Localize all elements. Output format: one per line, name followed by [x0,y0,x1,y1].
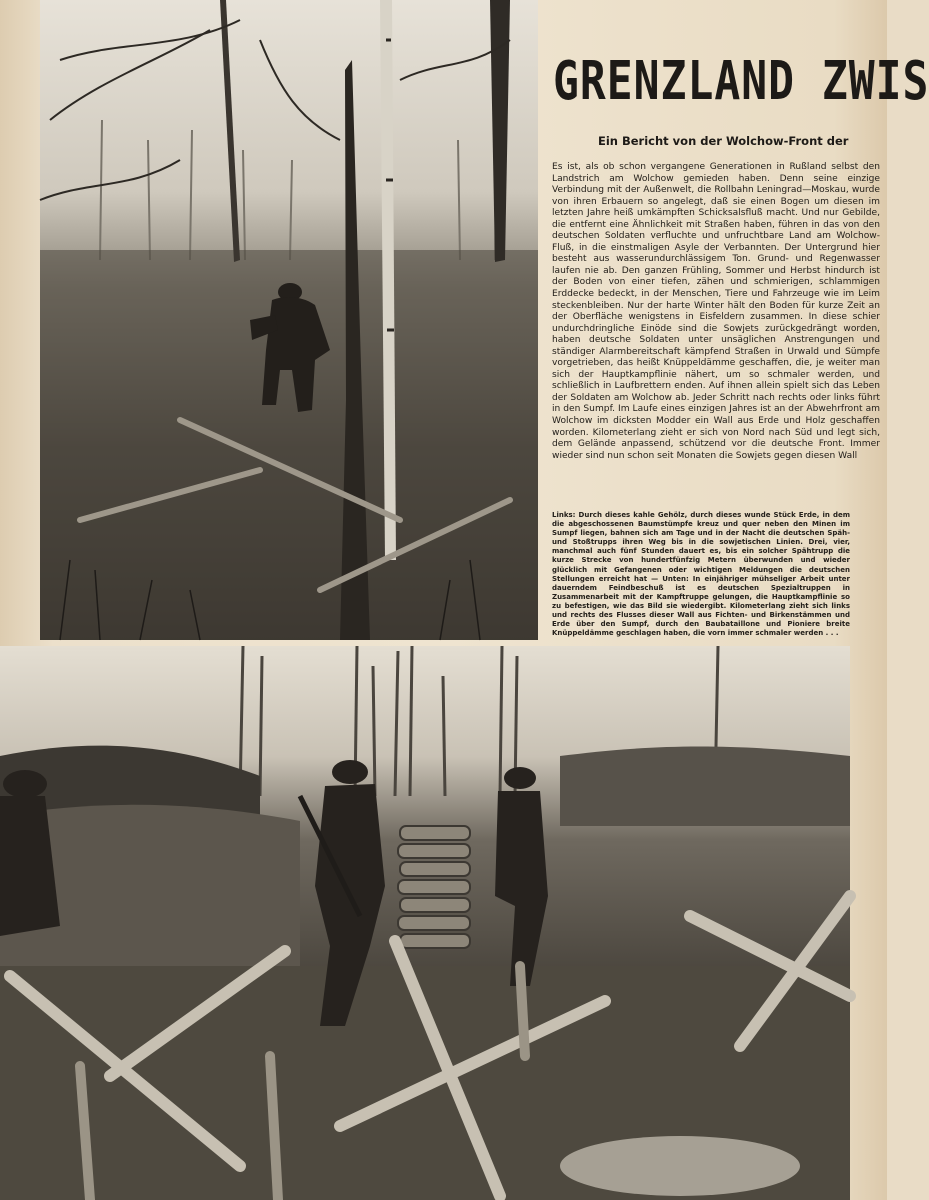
forest-photo-graphic [40,0,538,640]
photo-forest-scout [40,0,538,640]
caption-lead: Links: [552,511,576,519]
photo-trench-wall [0,646,850,1200]
caption-text: Durch dieses kahle Gehölz, durch dieses wunde Stück Erde, in dem die abgeschossenen Baumstümpfe kreuz und quer neben den Minen im Sumpf liegen, bahnen sich am Tage und in der Nacht die deutschen Späh- und Stoßtrupps ihren Weg bis in die sowjetischen Linien. Drei, vier, manchmal auch fünf Stunden dauert es, bis ein solcher Spähtrupp die kurze Strecke von hundertfünfzig Metern überwunden und wieder glücklich mit Gefangenen oder wichtigen Meldungen die deutschen Stellungen erreicht hat — Unten: In einjähriger mühseliger Arbeit unter dauerndem Feindbeschuß ist es deutschen Spezialtruppen in Zusammenarbeit mit der Kampftruppe gelungen, die Hauptkampflinie so zu befestigen, wie das Bild sie wiedergibt. Kilometerlang zieht sich links und rechts des Flusses dieser Wall aus Fichten- und Birkenstämmen und Erde über den Sumpf, durch den Baubataillone und Pioniere breite Knüppeldämme geschlagen haben, die vorn immer schmaler werden . . . [552,511,851,638]
trench-photo-graphic [0,646,850,1200]
headline: GRENZLAND ZWIS [553,50,929,113]
photo-caption [552,511,850,667]
subheadline: Ein Bericht von der Wolchow-Front der [598,134,849,148]
article-body: Es ist, als ob schon vergangene Generationen in Rußland selbst den Landstrich am Wolchow gemieden haben. Denn seine einzige Verbindung mit der Außenwelt, die Rollbahn Leningrad—Moskau, wurde von ihren Erbauern so angelegt, daß sie einen Bogen um diesen im letzten Jahre heiß umkämpften Schicksalsfluß macht. Und nur Gebilde, die entfernt eine Ähnlichkeit mit Straßen haben, führen in das von den deutschen Soldaten verfluchte und unfruchtbare Land am Wolchow-Fluß, in die einstmaligen Asyle der Verbannten. Der Untergrund hier besteht aus wasserundurchlässigem Ton. Grund- und Regenwasser laufen nie ab. Den ganzen Frühling, Sommer und Herbst hindurch ist der Boden von einer tiefen, zähen und schmierigen, schlammigen Erddecke bedeckt, in der Menschen, Tiere und Fahrzeuge wie im Leim steckenbleiben. Nur der harte Winter hält den Boden für kurze Zeit an der Oberfläche wenigstens in Eisfeldern zusammen. In diese schier undurchdringliche Einöde sind die Sowjets zurückgedrängt worden, haben deutsche Soldaten unter unsäglichen Anstrengungen und ständiger Alarmbereitschaft kämpfend Straßen in Urwald und Sümpfe vorgetrieben, das heißt Knüppeldämme geschaffen, die, je weiter man sich der Hauptkampflinie nähert, um so schmaler werden, und schließlich in Laufbrettern enden. Auf ihnen allein spielt sich das Leben der Soldaten am Wolchow ab. Jeder Schritt nach rechts oder links führt in den Sumpf. Im Laufe eines einzigen Jahres ist an der Abwehrfront am Wolchow im dicksten Modder ein Wall aus Erde und Holz geschaffen worden. Kilometerlang zieht er sich von Nord nach Süd und legt sich, dem Gelände anpassend, schützend vor die deutsche Front. Immer wieder sind nun schon seit Monaten die Sowjets gegen diesen Wall [552,162,880,461]
